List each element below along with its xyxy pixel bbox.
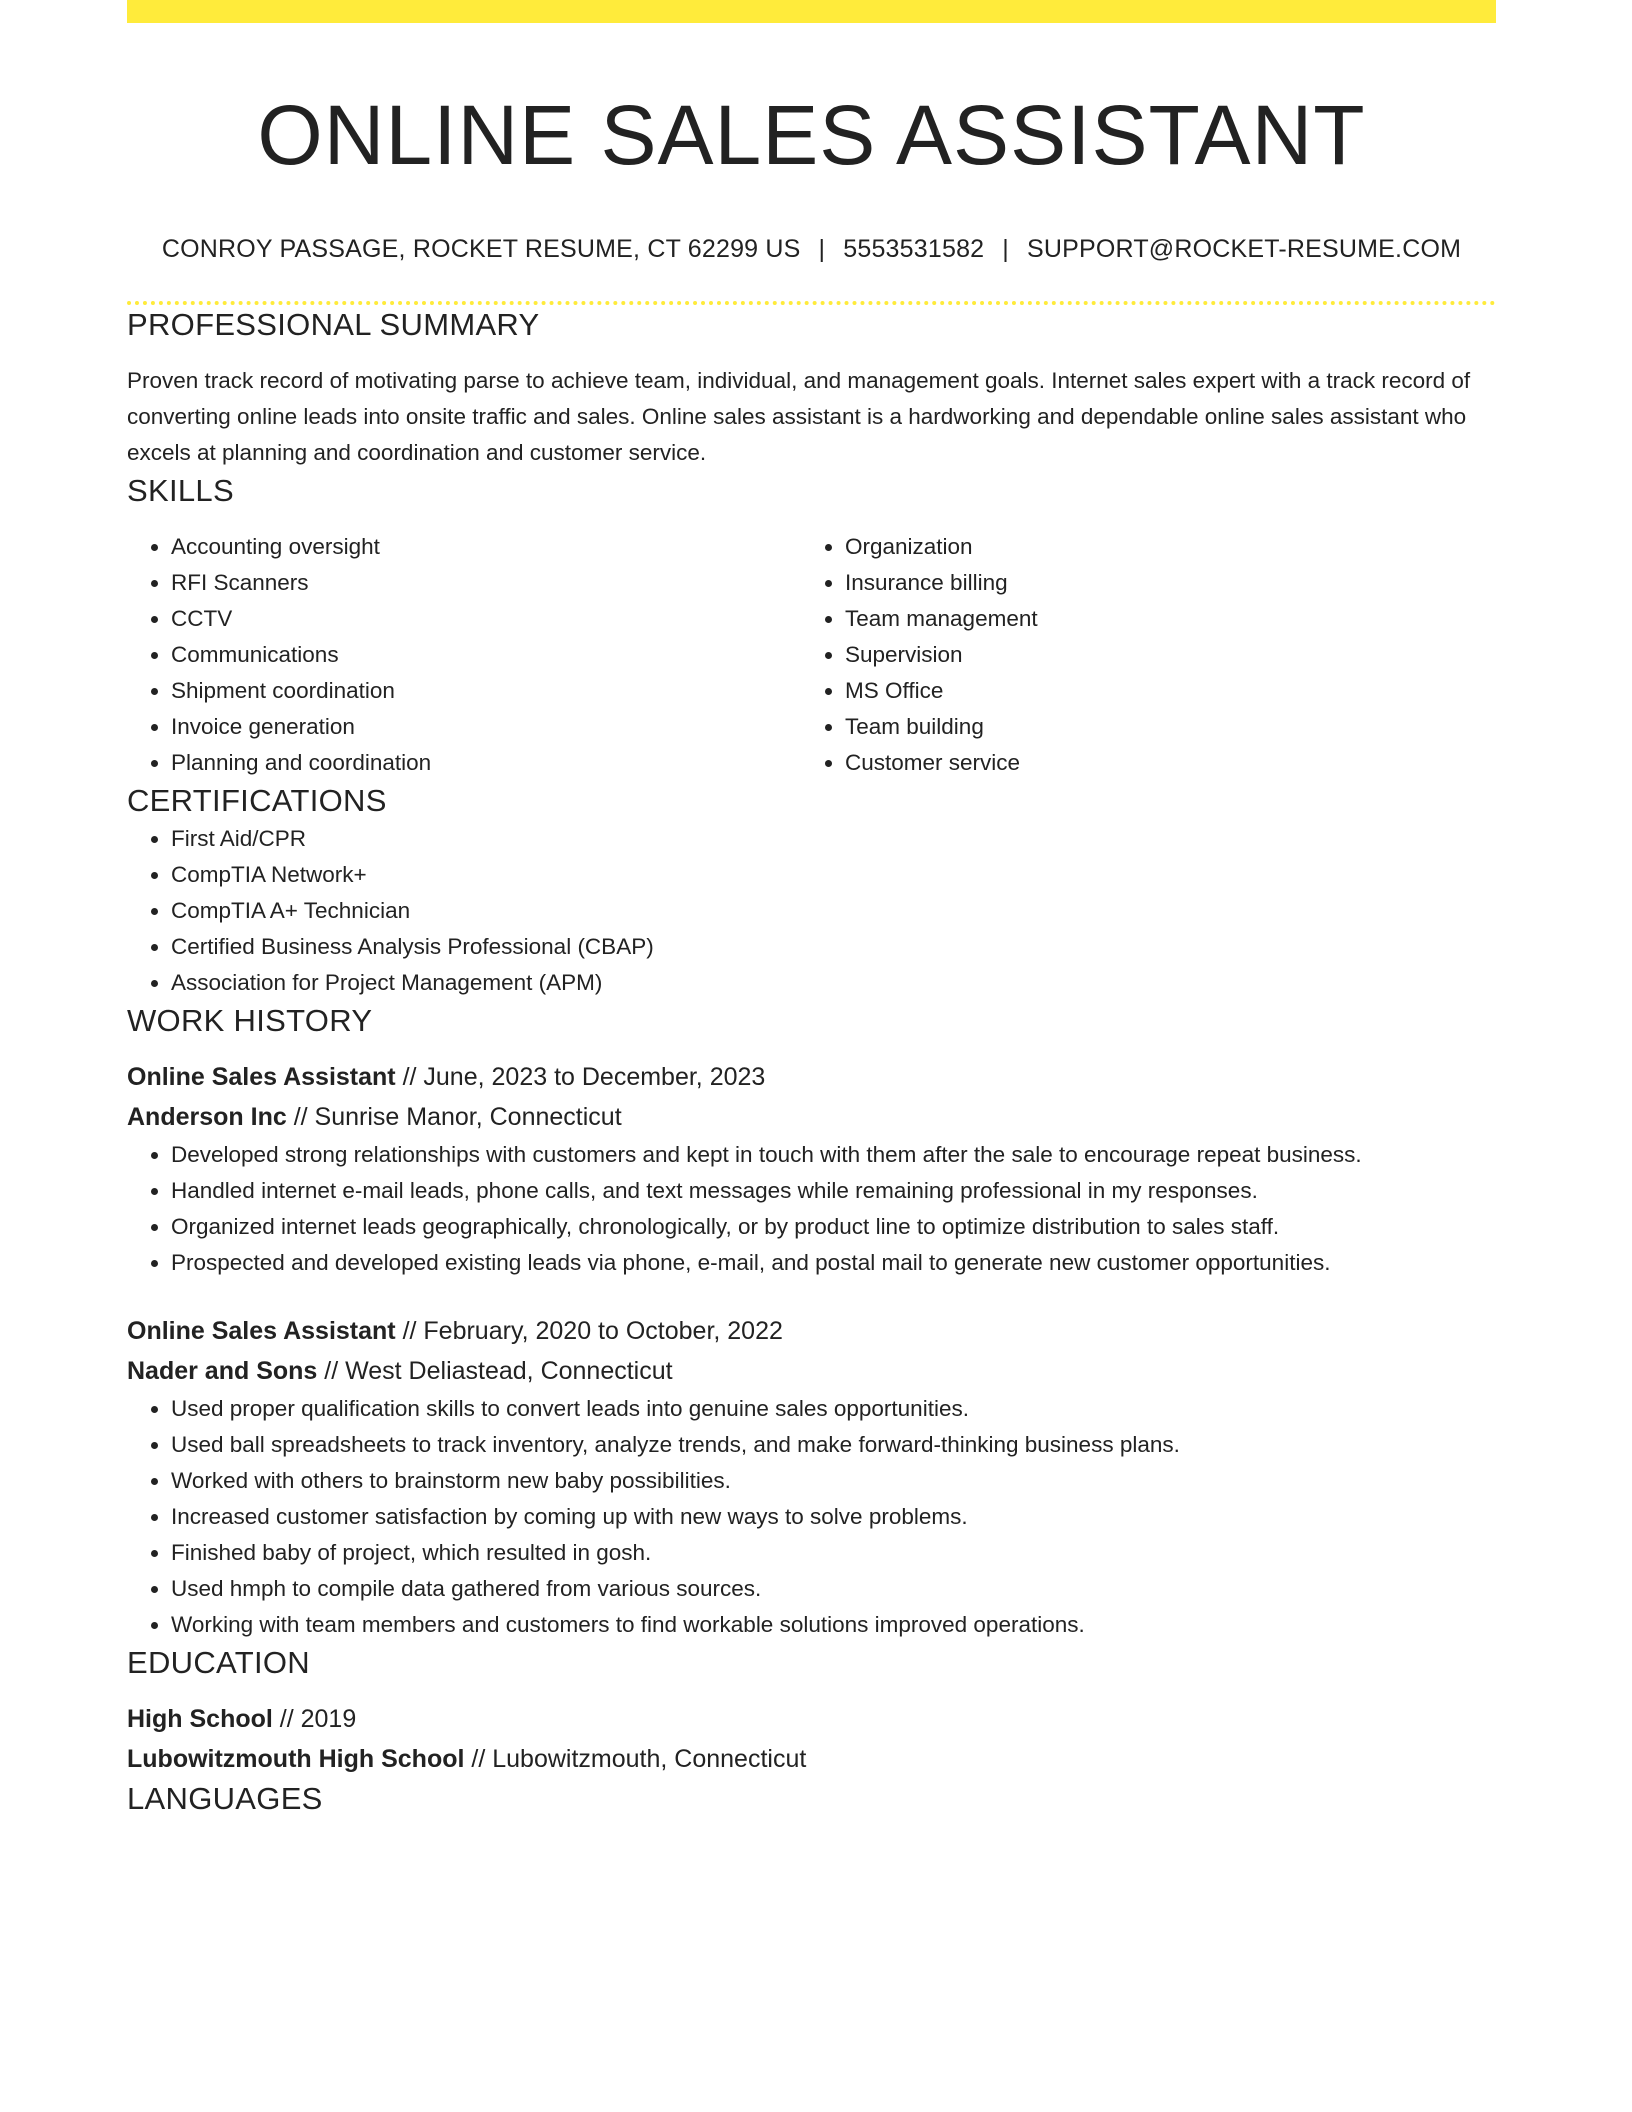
education-school-line [127, 1739, 1496, 1779]
skill-item: • MS Office [845, 673, 1475, 709]
job-duty-item: • Prospected and developed existing leads via phone, e-mail, and postal mail to generate new customer opportunities. [171, 1245, 1496, 1281]
job-entry [127, 1057, 1496, 1281]
job-dates: // February, 2020 to October, 2022 [395, 1317, 783, 1345]
education-heading: EDUCATION [127, 1645, 310, 1680]
contact-email: SUPPORT@ROCKET-RESUME.COM [1027, 235, 1462, 263]
job-duty-item: • Used hmph to compile data gathered from various sources. [171, 1571, 1496, 1607]
skill-item: • Invoice generation [171, 709, 801, 745]
skill-item: • Team management [845, 601, 1475, 637]
certification-item: • CompTIA A+ Technician [171, 893, 1496, 929]
contact-address: CONROY PASSAGE, ROCKET RESUME, CT 62299 US [161, 235, 801, 263]
skills-heading: SKILLS [127, 473, 234, 508]
job-duty-item: • Finished baby of project, which resulted in gosh. [171, 1535, 1496, 1571]
education-school: Lubowitzmouth High School [127, 1745, 465, 1773]
skill-item: • Customer service [845, 745, 1475, 781]
skill-item: • Communications [171, 637, 801, 673]
skill-item: • CCTV [171, 601, 801, 637]
contact-separator: | [818, 235, 826, 263]
job-entry [127, 1311, 1496, 1643]
top-accent-bar [127, 0, 1496, 23]
job-dates: // June, 2023 to December, 2023 [395, 1063, 766, 1091]
job-company-line [127, 1351, 1496, 1391]
job-location: // Sunrise Manor, Connecticut [286, 1103, 622, 1131]
skills-list-left [127, 529, 801, 781]
languages-heading: LANGUAGES [127, 1781, 323, 1816]
job-duty-item: • Handled internet e-mail leads, phone calls, and text messages while remaining professional in my responses. [171, 1173, 1496, 1209]
education-degree-line [127, 1699, 1496, 1739]
job-duty-item: • Worked with others to brainstorm new baby possibilities. [171, 1463, 1496, 1499]
job-duty-item: • Developed strong relationships with customers and kept in touch with them after the sale to encourage repeat business. [171, 1137, 1496, 1173]
job-title-line [127, 1057, 1496, 1097]
job-title-line [127, 1311, 1496, 1351]
education-entry [127, 1699, 1496, 1779]
contact-separator: | [1002, 235, 1009, 263]
skills-list-right [801, 529, 1475, 781]
job-role: Online Sales Assistant [127, 1063, 396, 1091]
education-degree: High School [127, 1705, 273, 1733]
work-history-heading: WORK HISTORY [127, 1003, 373, 1038]
certifications-heading: CERTIFICATIONS [127, 783, 387, 818]
certification-item: • First Aid/CPR [171, 821, 1496, 857]
education-year: // 2019 [272, 1705, 357, 1733]
job-duty-item: • Working with team members and customers to find workable solutions improved operations. [171, 1607, 1496, 1643]
contact-line [127, 233, 1496, 265]
job-duty-item: • Used proper qualification skills to convert leads into genuine sales opportunities. [171, 1391, 1496, 1427]
skill-item: • Insurance billing [845, 565, 1475, 601]
summary-text: Proven track record of motivating parse to achieve team, individual, and management goals. Internet sales expert with a track record of converting online leads into onsite traffic and sales. Online sales assistant is a hardworking and dependable online sales assistant who excels at planning and coordination and customer service. [127, 368, 1471, 465]
job-duties-list [127, 1391, 1496, 1643]
job-company: Anderson Inc [127, 1103, 287, 1131]
job-company: Nader and Sons [127, 1357, 318, 1385]
skill-item: • Shipment coordination [171, 673, 801, 709]
job-duty-item: • Used ball spreadsheets to track inventory, analyze trends, and make forward-thinking business plans. [171, 1427, 1496, 1463]
skill-item: • Supervision [845, 637, 1475, 673]
job-role: Online Sales Assistant [127, 1317, 396, 1345]
skill-item: • Accounting oversight [171, 529, 801, 565]
certification-item: • Certified Business Analysis Professional (CBAP) [171, 929, 1496, 965]
certification-item: • CompTIA Network+ [171, 857, 1496, 893]
job-duties-list [127, 1137, 1496, 1281]
certification-item: • Association for Project Management (APM) [171, 965, 1496, 1001]
resume-page [127, 0, 1496, 1819]
contact-phone: 5553531582 [843, 235, 985, 263]
skills-grid [127, 529, 1496, 781]
summary-heading: PROFESSIONAL SUMMARY [127, 307, 540, 342]
skill-item: • RFI Scanners [171, 565, 801, 601]
job-company-line [127, 1097, 1496, 1137]
resume-name: ONLINE SALES ASSISTANT [257, 88, 1366, 182]
skill-item: • Planning and coordination [171, 745, 801, 781]
skill-item: • Team building [845, 709, 1475, 745]
certifications-list [127, 821, 1496, 1001]
skill-item: • Organization [845, 529, 1475, 565]
education-location: // Lubowitzmouth, Connecticut [464, 1745, 807, 1773]
job-duty-item: • Increased customer satisfaction by coming up with new ways to solve problems. [171, 1499, 1496, 1535]
job-location: // West Deliastead, Connecticut [317, 1357, 673, 1385]
job-duty-item: • Organized internet leads geographically, chronologically, or by product line to optimize distribution to sales staff. [171, 1209, 1496, 1245]
